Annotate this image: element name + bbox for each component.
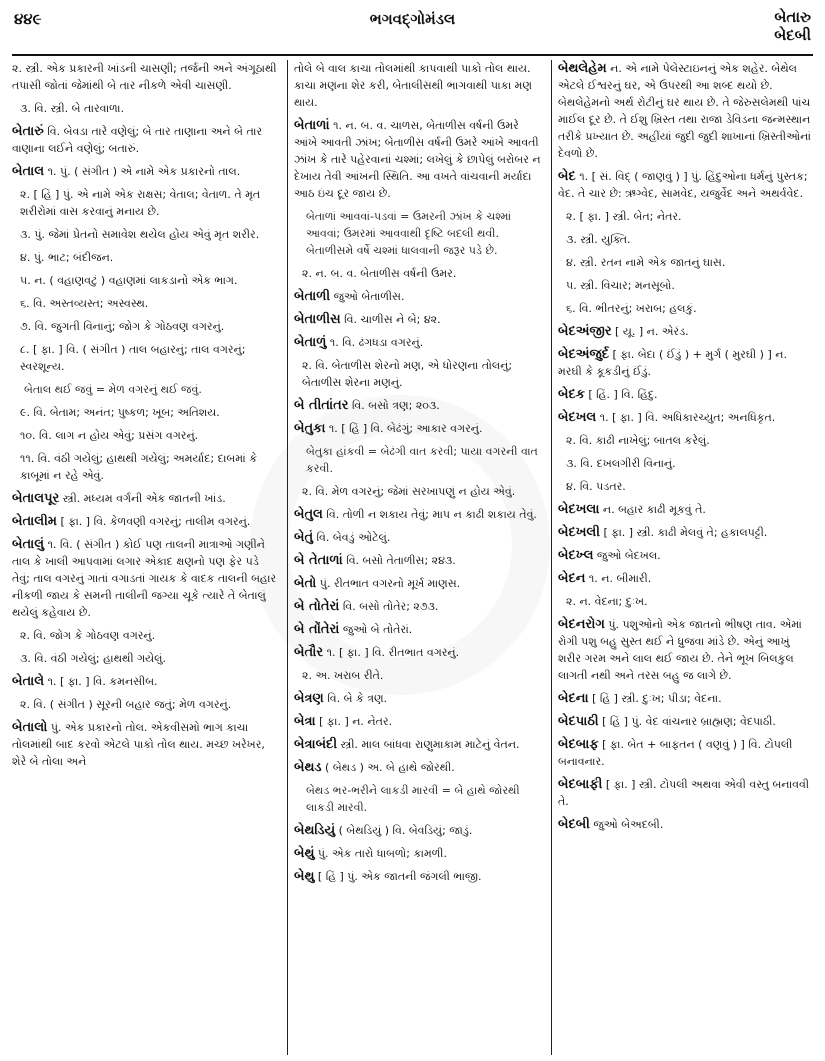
entry-definition: ન. એ નામે પેલેસ્ટાઇનનું એક શહેર. બેથેલ એટલે ઈશ્વરનું ઘર, એ ઉપરથી આ શબ્દ થયો છે. બેથલેહેમનો અર્થ રોટીનું ઘર થાય છે. તે જેરુસલેમથી પાંચ માઈલ દૂર છે. તે ઈશુ ખ્રિસ્ત તથા રાજા ડેવિડના જન્મસ્થાન તરીકે પ્રખ્યાત છે. અહીંયાં જુદી જુદી શાખાનાં ખ્રિસ્તીઓનાં દેવળો છે. (558, 62, 811, 160)
entry-definition: ( બેથડ ) અ. બે હાથે જોરથી. (321, 761, 455, 774)
entry-sense (12, 249, 280, 266)
dictionary-entry (558, 168, 813, 202)
guide-word-last: બેદબી (774, 26, 811, 44)
dictionary-page (12, 60, 813, 1055)
entry-definition: ૨. વિ. કાઢી નાખેલું; બાતલ કરેલું. (566, 434, 710, 447)
entry-definition: પું. એક પ્રકારનો તોલ. એકવીસમો ભાગ કાચા તોલમાંથી બાદ કરવો એટલે પાકો તોલ થાય. મચ્છ ખરેખર, શેરે બે તોલા અને (12, 721, 265, 768)
entry-definition: ૫. ન. ( વહાણવટું ) વહાણમાં લાકડાનો એક ભાગ. (20, 274, 238, 287)
entry-definition: ૪. વિ. પડતર. (566, 480, 626, 493)
dictionary-entry (558, 570, 813, 587)
entry-definition: ૩. વિ. વંઠી ગયેલું; હાથથી ગયેલું. (20, 652, 166, 665)
entry-definition: [ ફા. ] વિ. કેળવણી વગરનું; તાલીમ વગરનું. (56, 515, 251, 528)
entry-headword: બેથું (294, 846, 315, 861)
entry-definition: બેતુકા હાંકવી = બેઢંગી વાત કરવી; પાયા વગરની વાત કરવી. (306, 445, 538, 475)
entry-definition: ૧. પું. ( સંગીત ) એ નામે એક પ્રકારનો તાલ. (44, 165, 241, 178)
entry-headword: બેદખ્લ (558, 548, 594, 563)
entry-definition: ૨. સ્ત્રી. એક પ્રકારની ખાંડની ચાસણી; તર્જની અને અંગૂઠાથી તપાસી જોતાં જેમાંથી બે તાર નીકળે એવી ચાસણી. (12, 62, 277, 92)
entry-headword: બેદપાઠી (558, 714, 599, 729)
entry-headword: બે તેતાળાં (294, 553, 343, 568)
dictionary-entry (558, 616, 813, 684)
entry-definition: ૩. સ્ત્રી. યુક્તિ. (566, 233, 631, 246)
entry-sense (558, 432, 813, 449)
dictionary-entry (294, 552, 544, 569)
dictionary-entry (294, 397, 544, 414)
entry-sense (558, 208, 813, 225)
entry-definition: ૧. [ ફા. ] વિ. રીતભાત વગરનું. (323, 646, 460, 659)
entry-sense (12, 696, 280, 713)
entry-definition: [ ફા. ] સ્ત્રી. કાઢી મેલવું તે; હકાલપટ્ટી. (599, 526, 768, 539)
entry-sense (12, 318, 280, 335)
entry-headword: બેત્રા (294, 714, 316, 729)
entry-sense (12, 186, 280, 220)
guide-words (774, 8, 811, 44)
column-divider (287, 60, 288, 1055)
dictionary-entry (294, 117, 544, 202)
dictionary-entry (558, 346, 813, 380)
entry-sense (558, 254, 813, 271)
entry-sense (294, 782, 544, 816)
dictionary-entry (558, 60, 813, 162)
entry-definition: ૧૧. વિ. વંઠી ગયેલું; હાથથી ગયેલું; અમર્યાદ; દાબમાં કે કાબૂમાં ન રહે એવું. (20, 452, 257, 482)
dictionary-entry (294, 334, 544, 351)
entry-headword: બેદખલ (558, 410, 597, 425)
dictionary-entry (558, 776, 813, 810)
dictionary-entry (558, 524, 813, 541)
entry-sense (294, 667, 544, 684)
entry-sense (12, 226, 280, 243)
entry-definition: [ ફા. ] સ્ત્રી. ટોપલી અથવા એવી વસ્તુ બનાવવી તે. (558, 778, 810, 808)
entry-sense (558, 478, 813, 495)
entry-headword: બેતાલું (12, 537, 45, 552)
entry-sense (294, 483, 544, 500)
dictionary-entry (558, 501, 813, 518)
dictionary-entry (12, 123, 280, 157)
entry-headword: બેદનરોગ (558, 617, 605, 632)
entry-definition: [ યૂ. ] ન. એરંડ. (611, 325, 689, 338)
entry-sense (12, 341, 280, 375)
entry-definition: તોલે બે વાલ કાચા તોલમાંથી કાપવાથી પાકો તોલ થાય. કાચા મણના શેર કરી, બેતાલીસથી ભાગવાથી પાકા મણ થાય. (294, 62, 533, 109)
dictionary-entry (294, 311, 544, 328)
entry-definition: વિ. તોળી ન શકાય તેવું; માપ ન કાઢી શકાય તેવું. (322, 508, 537, 521)
entry-definition: ૨. ન. બ. વ. બેતાળીસ વર્ષની ઉમર. (302, 267, 457, 280)
entry-sense (558, 455, 813, 472)
entry-definition: [ હિં ] પું. એક જાતની જંગલી ભાજી. (314, 870, 482, 883)
entry-definition: [ હિં ] સ્ત્રી. દુઃખ; પીડા; વેદના. (588, 692, 722, 705)
entry-definition: ૯. વિ. બેતામ; અનંત; પુષ્કળ; ખૂબ; અતિશય. (20, 406, 220, 419)
dictionary-entry (558, 690, 813, 707)
dictionary-entry (294, 644, 544, 661)
entry-headword: બેતાલીમ (12, 514, 57, 529)
entry-definition: ૩. વિ. દખલગીરી વિનાનું. (566, 457, 676, 470)
entry-definition: [ ફા. બેત + બાફતન ( વણવું ) ] વિ. ટોપલી બનાવનાર. (558, 738, 793, 768)
entry-headword: બે તીતાંતર (294, 398, 349, 413)
entry-definition: બેતાલ થઈ જવું = મેળ વગરનું થઈ જવું. (24, 383, 202, 396)
dictionary-entry (294, 420, 544, 437)
entry-definition: ૬. વિ. ભીતરનું; ખરાબ; હલકું. (566, 302, 697, 315)
entry-definition: ૮. [ ફા. ] વિ. ( સંગીત ) તાલ બહારનું; તાલ વગરનું; સ્વરશૂન્ય. (20, 343, 246, 373)
page-title: ભગવદ્ગોમંડલ (369, 10, 456, 28)
entry-definition: ૩. વિ. સ્ત્રી. બે તારવાળા. (20, 102, 124, 115)
entry-definition: પું. એક તારો ધાબળો; કામળી. (314, 847, 447, 860)
entry-headword: બેથલેહેમ (558, 61, 607, 76)
entry-sense (12, 381, 280, 398)
entry-headword: બેદઅંજુર્દ (558, 347, 609, 362)
entry-definition: ૧. ન. બ. વ. ચાળસ, બેતાળીસ વર્ષની ઉમરે આંખે આવતી ઝાંખ; બેતાળીસ વર્ષની ઉમરે આંખે આવતી ઝાંખ કે તારે પહેરવાનાં ચશ્માં; લખેલું કે છાપેલું બરોબર ન દેખાય તેવી આંખની સ્થિતિ. આ વખતે વાંચવાની મર્યાદા આઠ ઇંચ દૂર જાય છે. (294, 119, 541, 200)
entry-headword: બેતાલપૂર (12, 491, 60, 506)
entry-headword: બેતો (294, 576, 317, 591)
entry-definition: સ્ત્રી. માલ બાંધવા રાણુમાકામ માટેનું વેતન. (337, 738, 520, 751)
entry-headword: બેદબી (558, 817, 590, 832)
column-divider (551, 60, 552, 1055)
entry-headword: બેત્રાબંદી (294, 737, 338, 752)
entry-definition: ( બેથડિયું ) વિ. બેવડિયું; જાડું. (335, 824, 473, 837)
entry-definition: બેથડ ભર-ભરીને લાકડી મારવી = બે હાથે જોરથી લાકડી મારવી. (306, 784, 520, 814)
entry-headword: બેથુ (294, 869, 315, 884)
entry-definition: ૧૦. વિ. લાગ ન હોય એવું; પ્રસંગ વગરનું. (20, 429, 199, 442)
dictionary-entry (558, 386, 813, 403)
entry-headword: બેતુલ (294, 507, 323, 522)
entry-definition: ૧. ન. બીમારી. (585, 572, 652, 585)
entry-definition: જુઓ બે તોતેરાં. (339, 623, 413, 636)
entry-definition: ૪. સ્ત્રી. રતન નામે એક જાતનું ઘાસ. (566, 256, 726, 269)
dictionary-entry (294, 621, 544, 638)
entry-headword: બેદબાફી (558, 777, 603, 792)
column-1 (12, 60, 280, 1055)
entry-headword: બેદખલા (558, 502, 600, 517)
entry-sense (12, 650, 280, 667)
entry-definition: ૨. વિ. જોગ કે ગોઠવણ વગરનું. (20, 629, 156, 642)
entry-headword: બેતાલે (12, 674, 45, 689)
entry-definition: જુઓ બેઅદબી. (589, 818, 664, 831)
dictionary-entry (294, 598, 544, 615)
entry-definition: પું. પશુઓનો એક જાતનો ભીષણ તાવ. એમાં રોગી પશુ બહુ સુસ્ત થઈ ને ધ્રુજવા માંડે છે. એનું આખું શરીર ગરમ અને લાલ થઈ જાય છે. તેને ભૂખ બિલકુલ લાગતી નથી અને તરસ બહુ જ લાગે છે. (558, 618, 802, 682)
entry-definition: સ્ત્રી. મધ્યમ વર્ગની એક જાતની ખાંડ. (59, 492, 226, 505)
dictionary-entry (294, 506, 544, 523)
entry-definition: વિ. બસો ત્રણ; ૨૦૩. (348, 399, 440, 412)
entry-definition: વિ. બે કે ત્રણ. (323, 692, 388, 705)
dictionary-entry (558, 713, 813, 730)
entry-sense (12, 427, 280, 444)
entry-headword: બે તોંતેરાં (294, 622, 340, 637)
entry-headword: બેતાળું (294, 335, 327, 350)
entry-definition: ૧. [ સં. વિદ્ ( જાણવું ) ] પું. હિંદુઓના ધર્મનું પુસ્તક; વેદ. તે ચાર છે: ઋગ્વેદ, સામવેદ, યજુર્વેદ અને અથર્વવેદ. (558, 170, 808, 200)
entry-sense (12, 100, 280, 117)
entry-sense (12, 60, 280, 94)
page-number: ૪૪૯ (14, 10, 42, 28)
entry-headword: બેત્રણ (294, 691, 324, 706)
entry-definition: ૭. વિ. જુગતી વિનાનું; જોગ કે ગોઠવણ વગરનું. (20, 320, 225, 333)
entry-definition: ૨. [ ફા. ] સ્ત્રી. બેત; નેતર. (566, 210, 682, 223)
entry-definition: ૨. અ. ખરાબ રીતે. (302, 669, 384, 682)
entry-headword: બેતૌર (294, 645, 324, 660)
dictionary-entry (294, 690, 544, 707)
entry-headword: બેદક (558, 387, 585, 402)
column-3 (558, 60, 813, 1055)
dictionary-entry (12, 490, 280, 507)
entry-sense (12, 450, 280, 484)
dictionary-entry (294, 736, 544, 753)
entry-definition: ૨. વિ. ( સંગીત ) સૂરની બહાર જતું; મેળ વગરનું. (20, 698, 232, 711)
dictionary-entry (12, 163, 280, 180)
entry-definition: વિ. બેવડા તારે વણેલું; બે તાર તાણાના અને બે તાર વાણાના લઈને વણેલું; બતારું. (12, 125, 263, 155)
entry-definition: ૪. પું. ભાટ; બંદીજન. (20, 251, 114, 264)
entry-sense (558, 300, 813, 317)
entry-definition: ૩. પું. જેમાં પ્રેતનો સમાવેશ થયેલ હોય એવું મૃત શરીર. (20, 228, 260, 241)
entry-definition: જુઓ બેતાળીસ. (330, 290, 405, 303)
entry-definition: ૨. વિ. બેતાળીસ શેરનો મણ, એ ધોરણના તોલનું; બેતાળીસ શેરના મણનું. (302, 359, 513, 389)
entry-headword: બેદબાફ (558, 737, 599, 752)
entry-headword: બેતાળાં (294, 118, 330, 133)
entry-headword: બે તોતેરાં (294, 599, 340, 614)
entry-definition: [ ફા. બેદા ( ઈંડું ) + મુર્ગ ( મુરઘી ) ] ન. મરઘી કે કૂકડીનું ઈંડું. (558, 348, 787, 378)
entry-definition: ૨. વિ. મેળ વગરનું; જેમાં સરખાપણું ન હોય એવું. (302, 485, 516, 498)
entry-definition: ૧. [ ફા. ] વિ. કમનસીબ. (44, 675, 158, 688)
entry-headword: બેતાલ (12, 164, 45, 179)
entry-definition: ૫. સ્ત્રી. વિચાર; મનસૂબો. (566, 279, 675, 292)
entry-sense (294, 357, 544, 391)
entry-sense (12, 272, 280, 289)
entry-definition: પું. રીતભાત વગરનો મૂર્ખ માણસ. (316, 577, 461, 590)
entry-headword: બેતારું (12, 124, 44, 139)
entry-sense (558, 231, 813, 248)
entry-headword: બેદન (558, 571, 586, 586)
dictionary-entry (294, 529, 544, 546)
entry-definition: બેતાળાં આવવાં-પડવાં = ઉમરની ઝાંખ કે ચશ્માં આવવાં; ઉમરમાં આવવાથી દૃષ્ટિ બદલી થવી. બેતાળીસમે વર્ષે ચશ્માં ધાલવાની જરૂર પડે છે. (306, 210, 512, 257)
entry-sense (558, 277, 813, 294)
dictionary-entry (558, 816, 813, 833)
entry-sense (12, 627, 280, 644)
entry-headword: બેતુકા (294, 421, 326, 436)
entry-definition: ૧. વિ. ( સંગીત ) કોઈ પણ તાલની માત્રાઓ ગણીને તાલ કે ખાલી આપવામાં લગાર એકાદ ક્ષણનો પણ ફેર પડે તેવું; તાલ વગરનું ગાતાં વગાડતાં ગાયક કે વાદક તાલની બહાર નીકળી જાય કે સમની તાલીની જગ્યા ચૂકે ત્યારે તે બેતાલું થયેલું કહેવાય છે. (12, 538, 277, 619)
entry-definition: ૧. [ હિં ] વિ. બેઢંગું; આકાર વગરનું. (325, 422, 483, 435)
entry-sense (558, 593, 813, 610)
dictionary-entry (294, 822, 544, 839)
column-2 (294, 60, 544, 1055)
entry-headword: બેદખલી (558, 525, 600, 540)
entry-definition: [ હિં. ] વિ. હિંદુ. (584, 388, 658, 401)
entry-definition: ૨. [ હિં ] પું. એ નામે એક રાક્ષસ; વેતાલ; વેતાળ. તે મૃત શરીરોમાં વાસ કરવાનું મનાય છે. (20, 188, 261, 218)
entry-headword: બેથડ (294, 760, 322, 775)
entry-definition: ૧. વિ. ઢંગધડા વગરનું. (326, 336, 424, 349)
entry-definition: [ હિં ] પું. વેદ વાંચનાર બ્રાહ્મણ; વેદપાઠી. (598, 715, 776, 728)
page-header (0, 0, 825, 56)
dictionary-entry (12, 719, 280, 770)
entry-headword: બેદના (558, 691, 589, 706)
dictionary-entry (294, 288, 544, 305)
dictionary-entry (558, 547, 813, 564)
entry-definition: વિ. બસો તોતેર; ૨૭૩. (339, 600, 439, 613)
entry-sense (294, 443, 544, 477)
entry-headword: બેથડિયું (294, 823, 336, 838)
dictionary-entry (12, 673, 280, 690)
entry-headword: બેતાળીસ (294, 312, 341, 327)
entry-definition: જુઓ બેદખલ. (593, 549, 661, 562)
dictionary-entry (294, 868, 544, 885)
entry-definition: વિ. બસો તેતાળીસ; ૨૪૩. (342, 554, 456, 567)
entry-headword: બેદ (558, 169, 576, 184)
dictionary-entry (294, 759, 544, 776)
dictionary-entry (558, 323, 813, 340)
entry-sense (294, 60, 544, 111)
dictionary-entry (12, 513, 280, 530)
entry-definition: [ ફા. ] ન. નેતર. (315, 715, 393, 728)
entry-definition: ૧. [ ફા. ] વિ. અધિકારચ્યુત; અનધિકૃત. (596, 411, 776, 424)
entry-definition: વિ. ચાળીસ ને બે; ૪૨. (340, 313, 441, 326)
entry-definition: ન. બહાર કાઢી મૂકવું તે. (599, 503, 706, 516)
entry-definition: વિ. બેવડું ઓટેલું. (313, 531, 391, 544)
entry-headword: બેદઅંજીર (558, 324, 612, 339)
entry-headword: બેતાળી (294, 289, 331, 304)
dictionary-entry (294, 845, 544, 862)
header-rule (12, 54, 813, 56)
dictionary-entry (12, 536, 280, 621)
entry-headword: બેતાલો (12, 720, 48, 735)
entry-sense (294, 208, 544, 259)
dictionary-entry (558, 736, 813, 770)
guide-word-first: બેતારુ (774, 8, 811, 26)
dictionary-entry (294, 713, 544, 730)
entry-sense (294, 265, 544, 282)
entry-definition: ૬. વિ. અસ્તવ્યસ્ત; અસ્વસ્થ. (20, 297, 149, 310)
entry-definition: ૨. ન. વેદના; દુઃખ. (566, 595, 648, 608)
entry-headword: બેતું (294, 530, 314, 545)
entry-sense (12, 404, 280, 421)
dictionary-entry (294, 575, 544, 592)
entry-sense (12, 295, 280, 312)
dictionary-entry (558, 409, 813, 426)
